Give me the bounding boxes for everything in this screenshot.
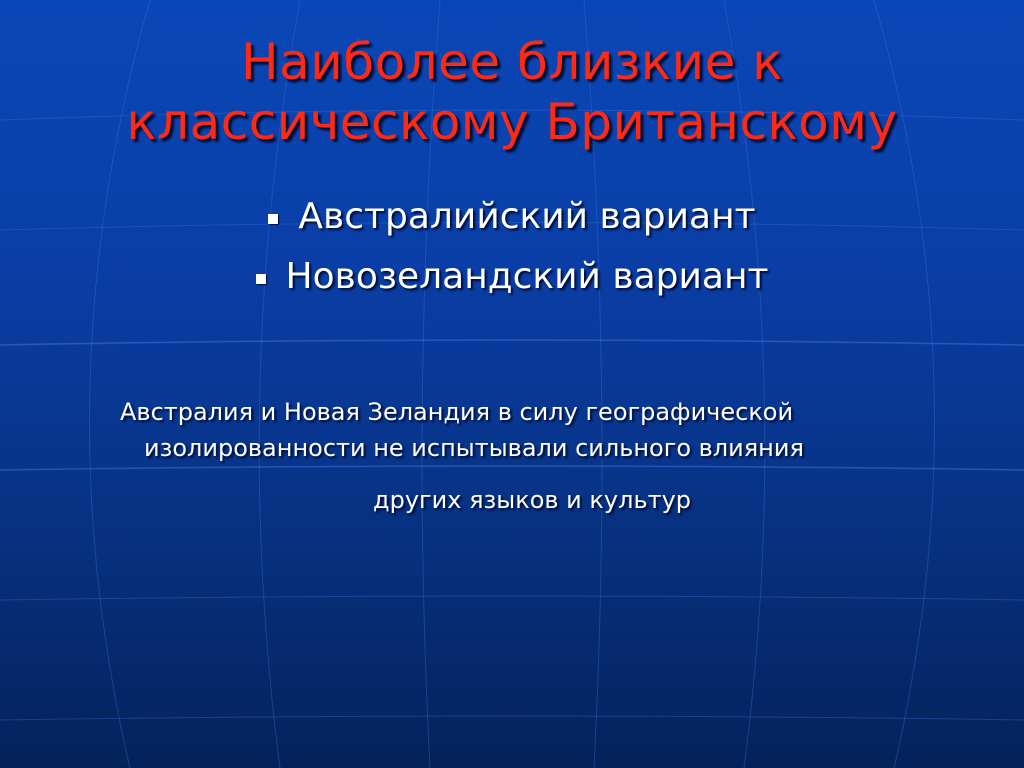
paragraph-line-2: изолированности не испытывали сильного влияния (144, 434, 804, 462)
bullet-text: Новозеландский вариант (285, 255, 769, 297)
bullet-item-new-zealand (0, 246, 1024, 306)
bullet-item-australian (0, 186, 1024, 246)
body-paragraph (112, 394, 932, 518)
title-line-2: классическому Британскому (126, 93, 898, 151)
bullet-list (0, 186, 1024, 306)
paragraph-line-1: Австралия и Новая Зеландия в силу географической (120, 398, 794, 426)
square-bullet-icon (256, 274, 266, 284)
paragraph-line-3: других языков и культур (373, 486, 691, 514)
slide-title (60, 32, 964, 152)
bullet-text: Австралийский вариант (298, 195, 756, 237)
title-line-1: Наиболее близкие к (241, 33, 783, 91)
square-bullet-icon (268, 214, 278, 224)
